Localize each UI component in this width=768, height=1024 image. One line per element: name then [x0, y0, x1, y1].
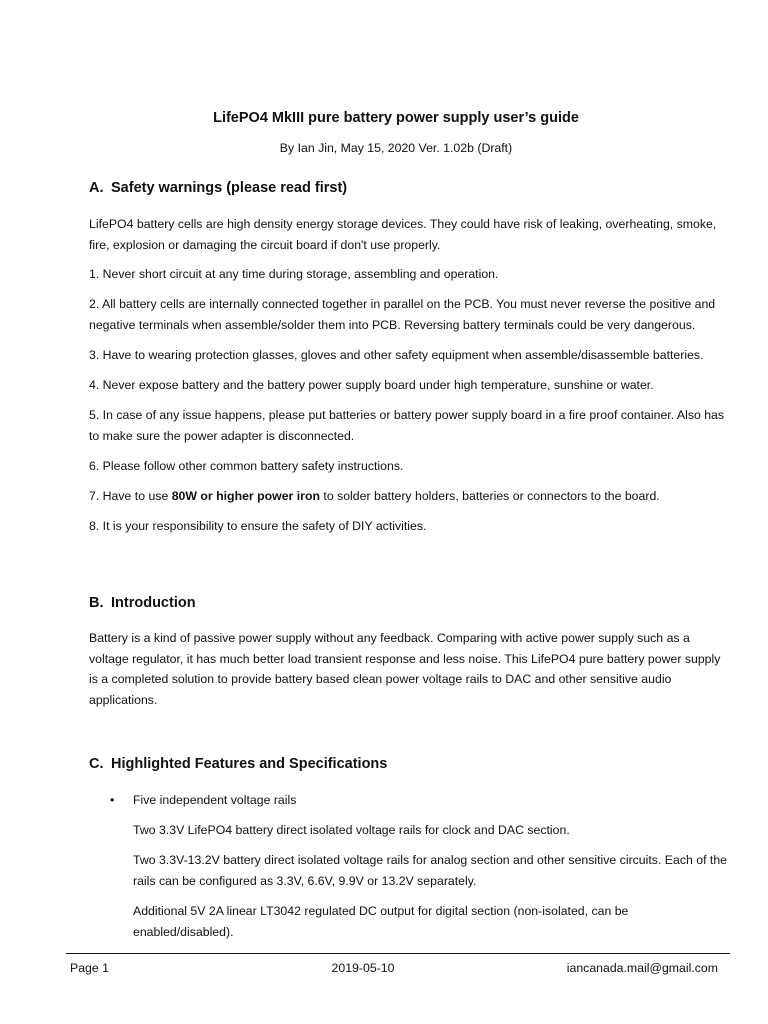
safety-item-3: 3. Have to wearing protection glasses, gloves and other safety equipment when assemble/disassemble batteries.: [89, 348, 704, 362]
safety-item-7-emphasis: 80W or higher power iron: [171, 489, 320, 503]
section-c-heading: [89, 756, 387, 772]
footer-email: iancanada.mail@gmail.com: [566, 961, 718, 975]
bullet-icon: •: [110, 793, 115, 807]
safety-item-8: 8. It is your responsibility to ensure the safety of DIY activities.: [89, 519, 427, 533]
safety-item-4: 4. Never expose battery and the battery power supply board under high temperature, sunshine or water.: [89, 378, 654, 392]
section-b-title: Introduction: [111, 595, 196, 611]
safety-item-7-suffix: to solder battery holders, batteries or connectors to the board.: [319, 489, 660, 503]
footer-date: 2019-05-10: [331, 961, 395, 975]
safety-item-7: [89, 486, 729, 507]
feature-bullet-text: Five independent voltage rails: [133, 793, 297, 807]
feature-detail-2: Two 3.3V-13.2V battery direct isolated voltage rails for analog section and other sensitive circuits. Each of the rails can be configured as 3.3V, 6.6V, 9.9V or 13.2V separately.: [133, 853, 727, 888]
section-a-title: Safety warnings (please read first): [111, 180, 348, 196]
feature-detail-3: Additional 5V 2A linear LT3042 regulated DC output for digital section (non-isolated, can be enabled/disabled).: [133, 904, 629, 939]
footer-page-number: Page 1: [70, 961, 109, 975]
document-title: LifePO4 MkIII pure battery power supply user’s guide: [213, 110, 579, 126]
feature-detail-1: Two 3.3V LifePO4 battery direct isolated voltage rails for clock and DAC section.: [133, 823, 570, 837]
section-c-title: Highlighted Features and Specifications: [111, 756, 388, 772]
safety-item-1: 1. Never short circuit at any time during storage, assembling and operation.: [89, 267, 499, 281]
section-b-letter: B.: [89, 595, 104, 611]
section-a-letter: A.: [89, 180, 104, 196]
section-c-letter: C.: [89, 756, 104, 772]
section-a-heading: [89, 180, 347, 196]
safety-item-7-prefix: 7. Have to use: [89, 489, 172, 503]
introduction-paragraph: Battery is a kind of passive power supply without any feedback. Comparing with active power supply such as a voltage regulator, it has much better load transient response and less noise. This LifePO4 pure battery power supply is a completed solution to provide battery based clean power voltage rails to DAC and other sensitive audio applications.: [89, 631, 721, 707]
document-byline: By Ian Jin, May 15, 2020 Ver. 1.02b (Draft): [279, 141, 513, 155]
safety-item-5: 5. In case of any issue happens, please put batteries or battery power supply board in a fire proof container. Also has to make sure the power adapter is disconnected.: [89, 408, 725, 443]
footer-divider: [66, 953, 730, 954]
safety-intro-paragraph: LifePO4 battery cells are high density energy storage devices. They could have risk of leaking, overheating, smoke, fire, explosion or damaging the circuit board if don't use properly.: [89, 217, 717, 252]
section-b-heading: [89, 595, 196, 611]
safety-item-6: 6. Please follow other common battery safety instructions.: [89, 459, 404, 473]
safety-item-2: 2. All battery cells are internally connected together in parallel on the PCB. You must never reverse the positive and negative terminals when assemble/solder them into PCB. Reversing battery terminals could be very dangerous.: [89, 297, 716, 332]
